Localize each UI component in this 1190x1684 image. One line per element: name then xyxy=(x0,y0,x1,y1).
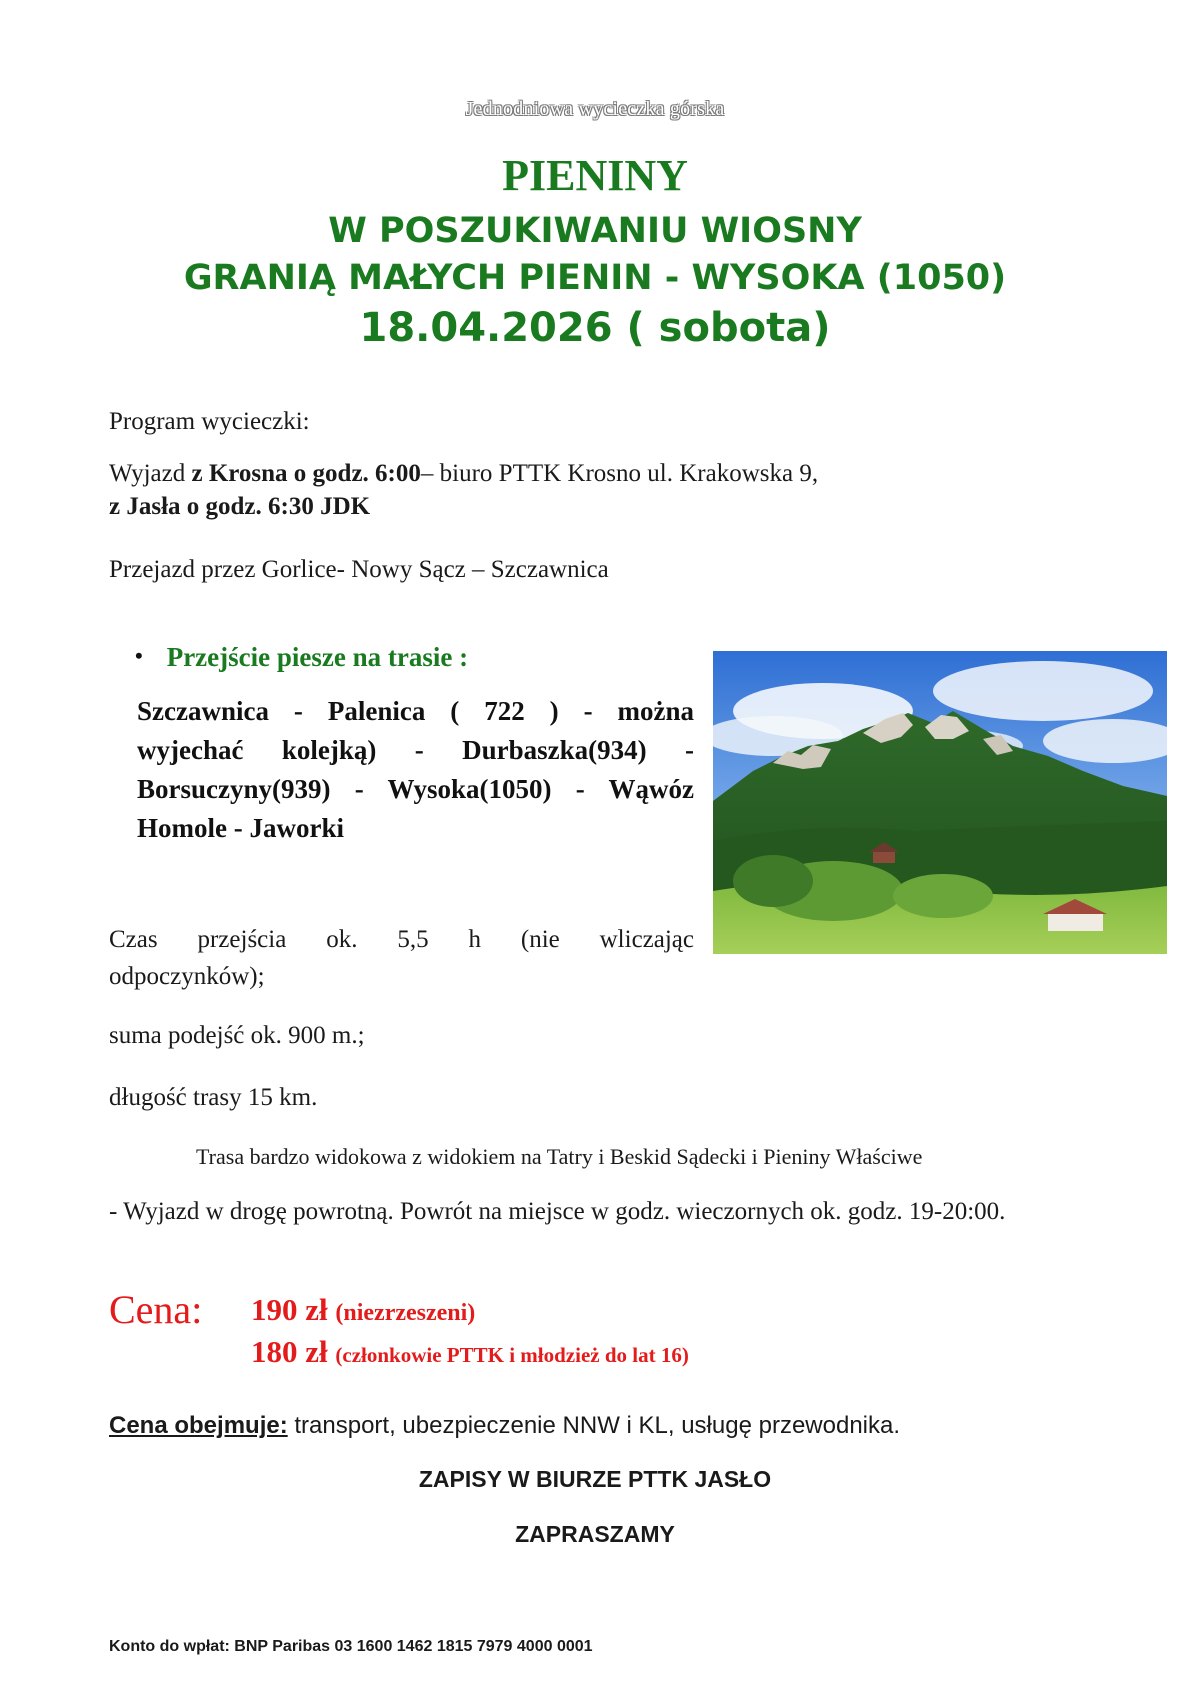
departure-krosno-place: – biuro PTTK Krosno ul. Krakowska 9, xyxy=(420,460,819,487)
price-nonmember xyxy=(251,1292,475,1328)
total-ascent: suma podejść ok. 900 m.; xyxy=(109,1022,365,1049)
departure-krosno-time: z Krosna o godz. 6:00 xyxy=(191,460,421,487)
departure-jaslo: z Jasła o godz. 6:30 JDK xyxy=(109,493,371,520)
price-nonmember-amount: 190 zł xyxy=(251,1292,328,1327)
transit-route: Przejazd przez Gorlice- Nowy Sącz – Szczawnica xyxy=(109,556,609,583)
program-heading: Program wycieczki: xyxy=(109,408,310,435)
price-includes-label: Cena obejmuje: xyxy=(109,1412,288,1439)
route-bullet-heading xyxy=(135,642,468,673)
walking-time xyxy=(109,921,694,995)
route-description xyxy=(137,692,694,848)
route-bullet-title: Przejście piesze na trasie : xyxy=(166,642,469,672)
trip-date: 18.04.2026 ( sobota) xyxy=(359,305,831,351)
departure-prefix: Wyjazd xyxy=(109,460,192,487)
departure-krosno xyxy=(109,460,818,488)
title-line-2: W POSZUKIWANIU WIOSNY xyxy=(328,211,862,251)
title-line-3: GRANIĄ MAŁYCH PIENIN - WYSOKA (1050) xyxy=(183,258,1007,298)
route-line-2: wyjechać kolejką) - Durbaszka(934) - xyxy=(137,735,694,765)
page-title: PIENINY xyxy=(502,151,688,200)
mountain-photo-icon xyxy=(713,651,1167,954)
trip-subtitle: Jednodniowa wycieczka górska xyxy=(465,98,725,120)
route-line-3: Borsuczyny(939) - Wysoka(1050) - Wąwóz xyxy=(137,774,694,804)
route-line-1: Szczawnica - Palenica ( 722 ) - można xyxy=(137,696,694,726)
mountain-photo xyxy=(713,651,1167,954)
price-member-amount: 180 zł xyxy=(251,1334,328,1369)
bullet-icon: • xyxy=(135,643,143,668)
route-line-4: Homole - Jaworki xyxy=(137,813,344,843)
price-includes xyxy=(109,1412,900,1440)
route-views-note: Trasa bardzo widokowa z widokiem na Tatry i Beskid Sądecki i Pieniny Właściwe xyxy=(196,1144,923,1169)
invitation: ZAPRASZAMY xyxy=(515,1521,675,1547)
registration-info: ZAPISY W BIURZE PTTK JASŁO xyxy=(418,1466,772,1492)
walking-time-line-1: Czas przejścia ok. 5,5 h (nie wliczając xyxy=(109,926,694,953)
price-member-note: (członkowie PTTK i młodzież do lat 16) xyxy=(335,1343,689,1367)
walking-time-line-2: odpoczynków); xyxy=(109,963,265,990)
price-member xyxy=(251,1334,689,1370)
route-length: długość trasy 15 km. xyxy=(109,1084,318,1111)
bank-account: Konto do wpłat: BNP Paribas 03 1600 1462 1815 7979 4000 0001 xyxy=(109,1638,593,1655)
price-includes-text: transport, ubezpieczenie NNW i KL, usługę przewodnika. xyxy=(287,1412,901,1439)
price-nonmember-note: (niezrzeszeni) xyxy=(335,1300,476,1326)
return-info: - Wyjazd w drogę powrotną. Powrót na miejsce w godz. wieczornych ok. godz. 19-20:00. xyxy=(109,1198,1006,1225)
price-label: Cena: xyxy=(109,1287,203,1332)
